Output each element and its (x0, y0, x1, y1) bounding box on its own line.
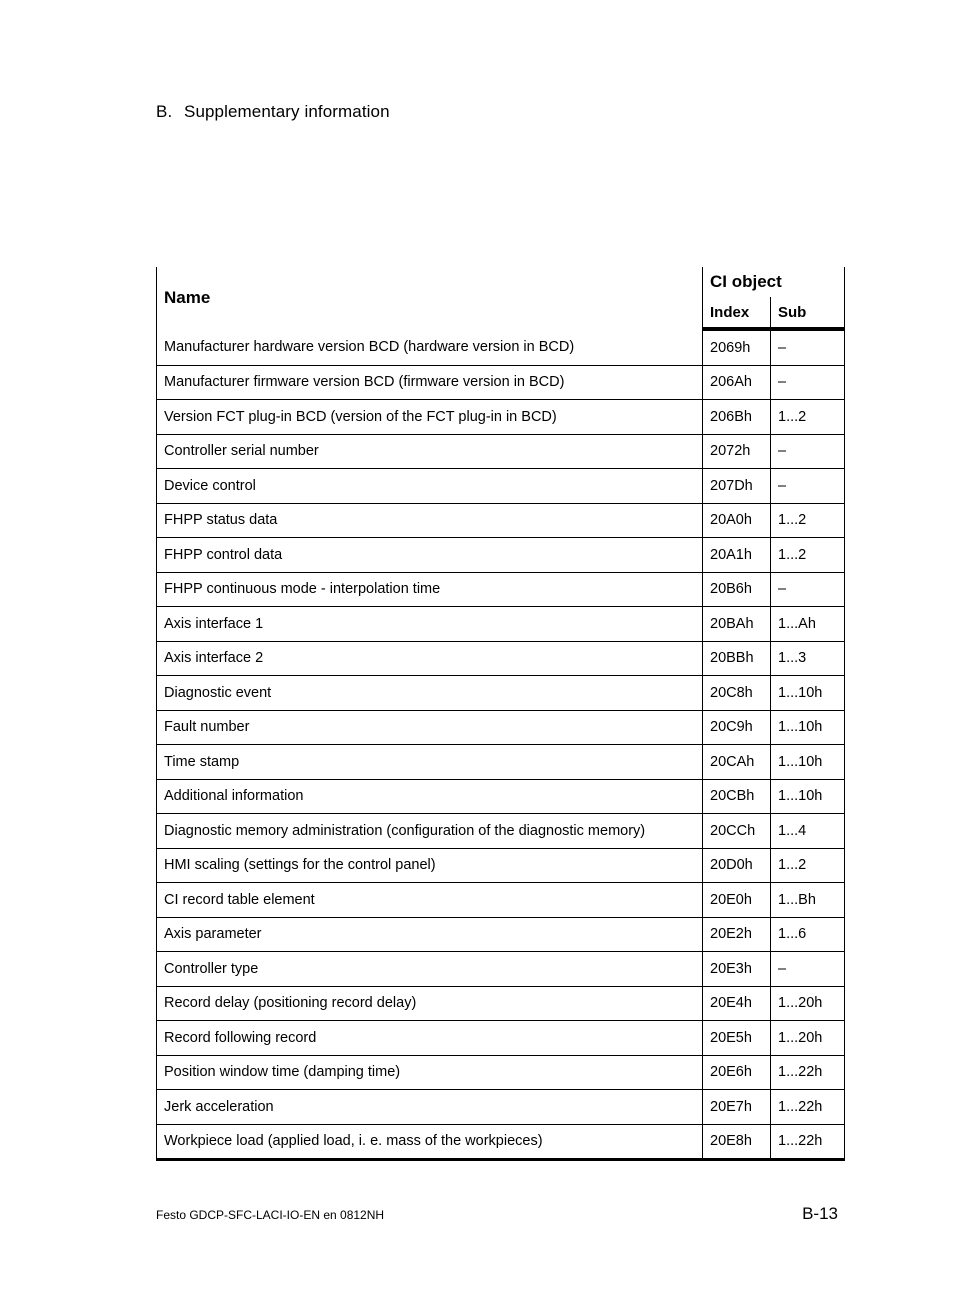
cell-name: Fault number (157, 710, 703, 745)
cell-name: Jerk acceleration (157, 1090, 703, 1125)
section-title: Supplementary information (184, 102, 390, 121)
cell-index: 20B6h (703, 572, 771, 607)
column-header-ci-object: CI object (703, 267, 845, 297)
cell-sub: 1...Bh (771, 883, 845, 918)
column-header-index: Index (703, 297, 771, 329)
table-row (157, 676, 845, 711)
table-row (157, 779, 845, 814)
table-row (157, 745, 845, 780)
cell-sub: – (771, 329, 845, 365)
table-row (157, 1021, 845, 1056)
cell-index: 20E6h (703, 1055, 771, 1090)
cell-index: 20E2h (703, 917, 771, 952)
ci-object-table (156, 267, 845, 1161)
cell-name: Axis interface 1 (157, 607, 703, 642)
table-row (157, 1055, 845, 1090)
table-row (157, 952, 845, 987)
cell-sub: 1...2 (771, 503, 845, 538)
cell-index: 20E4h (703, 986, 771, 1021)
cell-sub: 1...Ah (771, 607, 845, 642)
cell-index: 20C9h (703, 710, 771, 745)
cell-name: Axis interface 2 (157, 641, 703, 676)
cell-sub: 1...2 (771, 848, 845, 883)
table-row (157, 365, 845, 400)
cell-name: Time stamp (157, 745, 703, 780)
cell-index: 20CAh (703, 745, 771, 780)
cell-index: 207Dh (703, 469, 771, 504)
cell-sub: 1...2 (771, 538, 845, 573)
cell-name: HMI scaling (settings for the control panel) (157, 848, 703, 883)
cell-sub: 1...2 (771, 400, 845, 435)
cell-index: 20E5h (703, 1021, 771, 1056)
table-row (157, 538, 845, 573)
cell-sub: – (771, 572, 845, 607)
cell-index: 20CBh (703, 779, 771, 814)
cell-sub: 1...3 (771, 641, 845, 676)
cell-name: Manufacturer firmware version BCD (firmware version in BCD) (157, 365, 703, 400)
cell-sub: 1...22h (771, 1090, 845, 1125)
table-row (157, 1124, 845, 1160)
table-row (157, 814, 845, 849)
cell-index: 2072h (703, 434, 771, 469)
footer-document-id: Festo GDCP-SFC-LACI-IO-EN en 0812NH (156, 1208, 385, 1222)
cell-index: 20D0h (703, 848, 771, 883)
column-header-name: Name (157, 267, 703, 329)
cell-name: Controller type (157, 952, 703, 987)
cell-index: 20BBh (703, 641, 771, 676)
table-row (157, 917, 845, 952)
cell-index: 20A1h (703, 538, 771, 573)
cell-sub: – (771, 952, 845, 987)
cell-sub: 1...20h (771, 1021, 845, 1056)
cell-sub: 1...6 (771, 917, 845, 952)
table-row (157, 883, 845, 918)
cell-index: 20BAh (703, 607, 771, 642)
cell-sub: 1...10h (771, 710, 845, 745)
cell-sub: 1...22h (771, 1124, 845, 1160)
table-row (157, 710, 845, 745)
cell-sub: 1...22h (771, 1055, 845, 1090)
cell-name: Record following record (157, 1021, 703, 1056)
cell-name: Controller serial number (157, 434, 703, 469)
table-row (157, 572, 845, 607)
table-row (157, 400, 845, 435)
cell-index: 2069h (703, 329, 771, 365)
table-row (157, 503, 845, 538)
section-heading (156, 102, 390, 122)
cell-name: Manufacturer hardware version BCD (hardware version in BCD) (157, 329, 703, 365)
cell-index: 20CCh (703, 814, 771, 849)
cell-sub: 1...20h (771, 986, 845, 1021)
cell-name: FHPP continuous mode - interpolation time (157, 572, 703, 607)
cell-name: Axis parameter (157, 917, 703, 952)
cell-sub: – (771, 434, 845, 469)
cell-index: 20E7h (703, 1090, 771, 1125)
table-row (157, 986, 845, 1021)
cell-name: Version FCT plug-in BCD (version of the FCT plug-in in BCD) (157, 400, 703, 435)
cell-index: 20E3h (703, 952, 771, 987)
cell-sub: – (771, 365, 845, 400)
table-row (157, 848, 845, 883)
cell-index: 20C8h (703, 676, 771, 711)
cell-sub: 1...4 (771, 814, 845, 849)
cell-sub: 1...10h (771, 779, 845, 814)
table-row (157, 469, 845, 504)
cell-index: 206Bh (703, 400, 771, 435)
cell-name: Diagnostic event (157, 676, 703, 711)
cell-name: FHPP control data (157, 538, 703, 573)
cell-name: FHPP status data (157, 503, 703, 538)
cell-name: Record delay (positioning record delay) (157, 986, 703, 1021)
cell-sub: – (771, 469, 845, 504)
cell-name: Workpiece load (applied load, i. e. mass of the workpieces) (157, 1124, 703, 1160)
table-row (157, 607, 845, 642)
table-row (157, 1090, 845, 1125)
cell-name: Position window time (damping time) (157, 1055, 703, 1090)
cell-name: Additional information (157, 779, 703, 814)
cell-index: 20E0h (703, 883, 771, 918)
cell-index: 206Ah (703, 365, 771, 400)
cell-name: Diagnostic memory administration (configuration of the diagnostic memory) (157, 814, 703, 849)
table-row (157, 641, 845, 676)
table-body (157, 329, 845, 1160)
section-number: B. (156, 102, 173, 121)
page-number: B-13 (802, 1204, 838, 1223)
table-row (157, 329, 845, 365)
cell-index: 20A0h (703, 503, 771, 538)
cell-sub: 1...10h (771, 745, 845, 780)
cell-name: Device control (157, 469, 703, 504)
cell-index: 20E8h (703, 1124, 771, 1160)
table-row (157, 434, 845, 469)
cell-sub: 1...10h (771, 676, 845, 711)
cell-name: CI record table element (157, 883, 703, 918)
column-header-sub: Sub (771, 297, 845, 329)
